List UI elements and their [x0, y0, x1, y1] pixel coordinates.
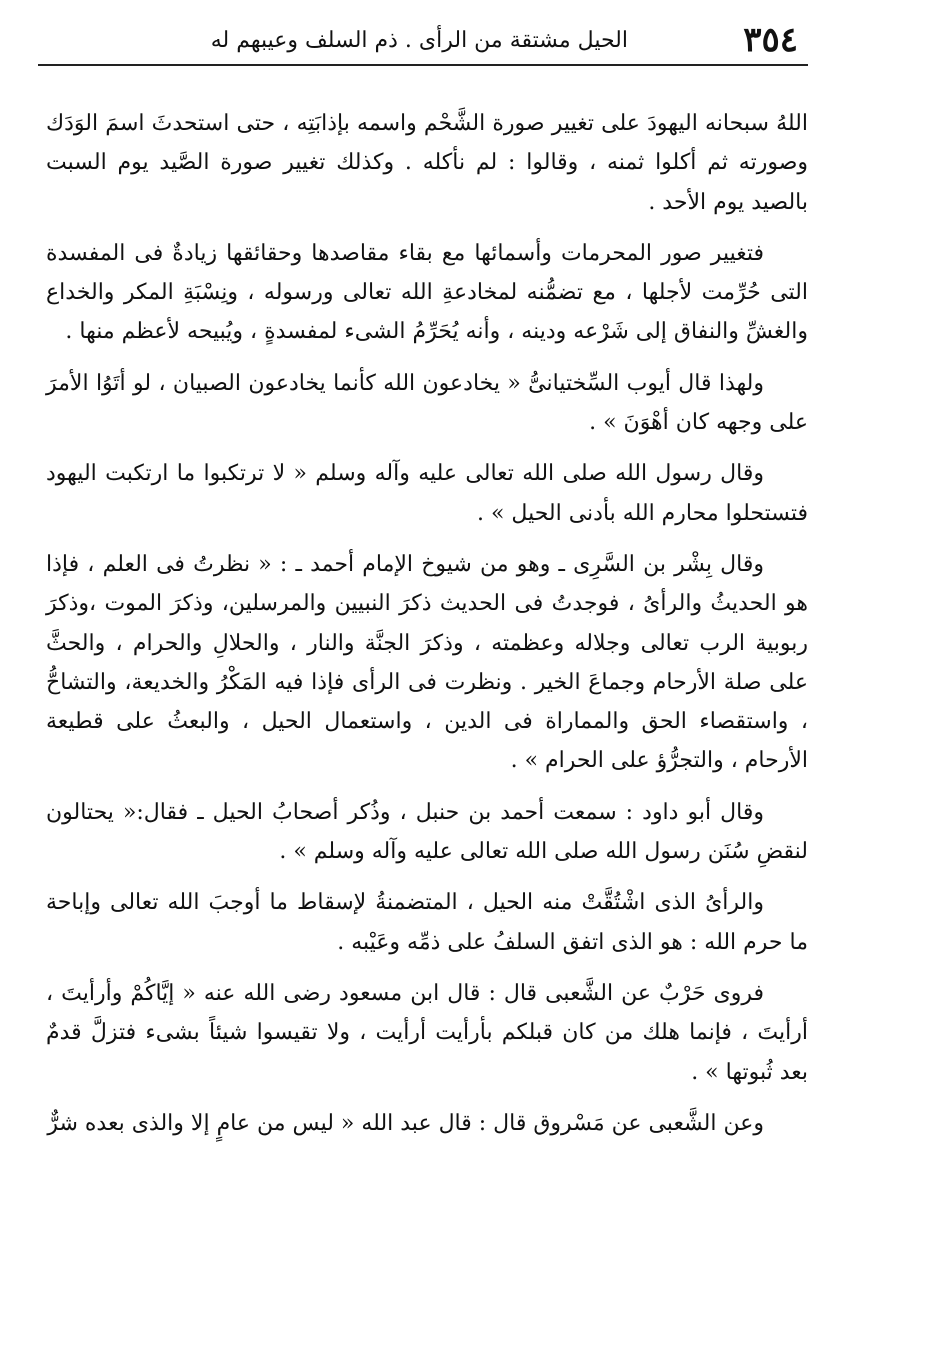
- paragraph: والرأىُ الذى اشْتُقَّتْ منه الحيل ، المتضمنةُ لإسقاط ما أوجبَ الله تعالى وإباحة ما حرم الله : هو الذى اتفق السلفُ على ذمِّه وعَيْبه .: [46, 890, 808, 955]
- paragraph: وقال أبو داود : سمعت أحمد بن حنبل ، وذُكر أصحابُ الحيل ـ فقال:« يحتالون لنقضِ سُنَن رسول الله صلى الله تعالى عليه وآله وسلم » .: [46, 799, 808, 865]
- page-body: [46, 104, 808, 1155]
- paragraph: وقال بِشْر بن السَّرِى ـ وهو من شيوخ الإمام أحمد ـ : « نظرتُ فى العلم ، فإذا هو الحديثُ والرأىُ ، فوجدتُ فى الحديث ذكرَ النبيين والمرسلين، وذكرَ الموت ،وذكرَ ربوبية الرب تعالى وجلاله وعظمته ، وذكرَ الجنَّة والنار ، والحلالِ والحرام ، والحثَّ على صلة الأرحام وجماعَ الخير . ونظرت فى الرأى فإذا فيه المَكْرُ والخديعة، والتشاحُّ ، واستقصاء الحق والمماراة فى الدين ، واستعمال الحيل ، والبعثُ على قطيعة الأرحام ، والتجرُّؤ على الحرام » .: [46, 551, 809, 774]
- paragraph: ولهذا قال أيوب السِّختيانىُّ « يخادعون الله كأنما يخادعون الصبيان ، لو أتَوُا الأمرَ على وجهه كان أهْوَنَ » .: [46, 370, 808, 436]
- header-rule: [38, 64, 808, 66]
- page-header: [38, 18, 808, 62]
- running-title: الحيل مشتقة من الرأى . ذم السلف وعيبهم له: [210, 28, 628, 53]
- paragraph: وقال رسول الله صلى الله تعالى عليه وآله وسلم « لا ترتكبوا ما ارتكبت اليهود فتستحلوا محارم الله بأدنى الحيل » .: [46, 461, 808, 526]
- page-number: ٣٥٤: [743, 20, 798, 60]
- paragraph: اللهُ سبحانه اليهودَ على تغيير صورة الشَّحْم واسمه بإذابَتِه ، حتى استحدثَ اسمَ الوَدَك وصورته ثم أكلوا ثمنه ، وقالوا : لم نأكله . وكذلك تغيير صورة الصَّيد يوم السبت بالصيد يوم الأحد .: [46, 111, 809, 215]
- paragraph: فتغيير صور المحرمات وأسمائها مع بقاء مقاصدها وحقائقها زيادةٌ فى المفسدة التى حُرِّمت لأجلها ، مع تضمُّنه لمخادعةِ الله تعالى ورسوله ، ونِسْبَةِ المكر والخداع والغشِّ والنفاق إلى شَرْعه ودينه ، وأنه يُحَرِّمُ الشىء لمفسدةٍ ، ويُبيحه لأعظم منها .: [46, 240, 808, 345]
- paragraph: فروى حَرْبٌ عن الشَّعبى قال : قال ابن مسعود رضى الله عنه « إيَّاكُمْ وأرأيتَ ، أرأيتَ ، فإنما هلك من كان قبلكم بأرأيت أرأيت ، ولا تقيسوا شيئاً بشىء فتزلَّ قدمٌ بعد ثُبوتها » .: [46, 980, 808, 1085]
- paragraph: وعن الشَّعبى عن مَسْروق قال : قال عبد الله « ليس من عامٍ إلا والذى بعده شرٌّ: [47, 1110, 764, 1136]
